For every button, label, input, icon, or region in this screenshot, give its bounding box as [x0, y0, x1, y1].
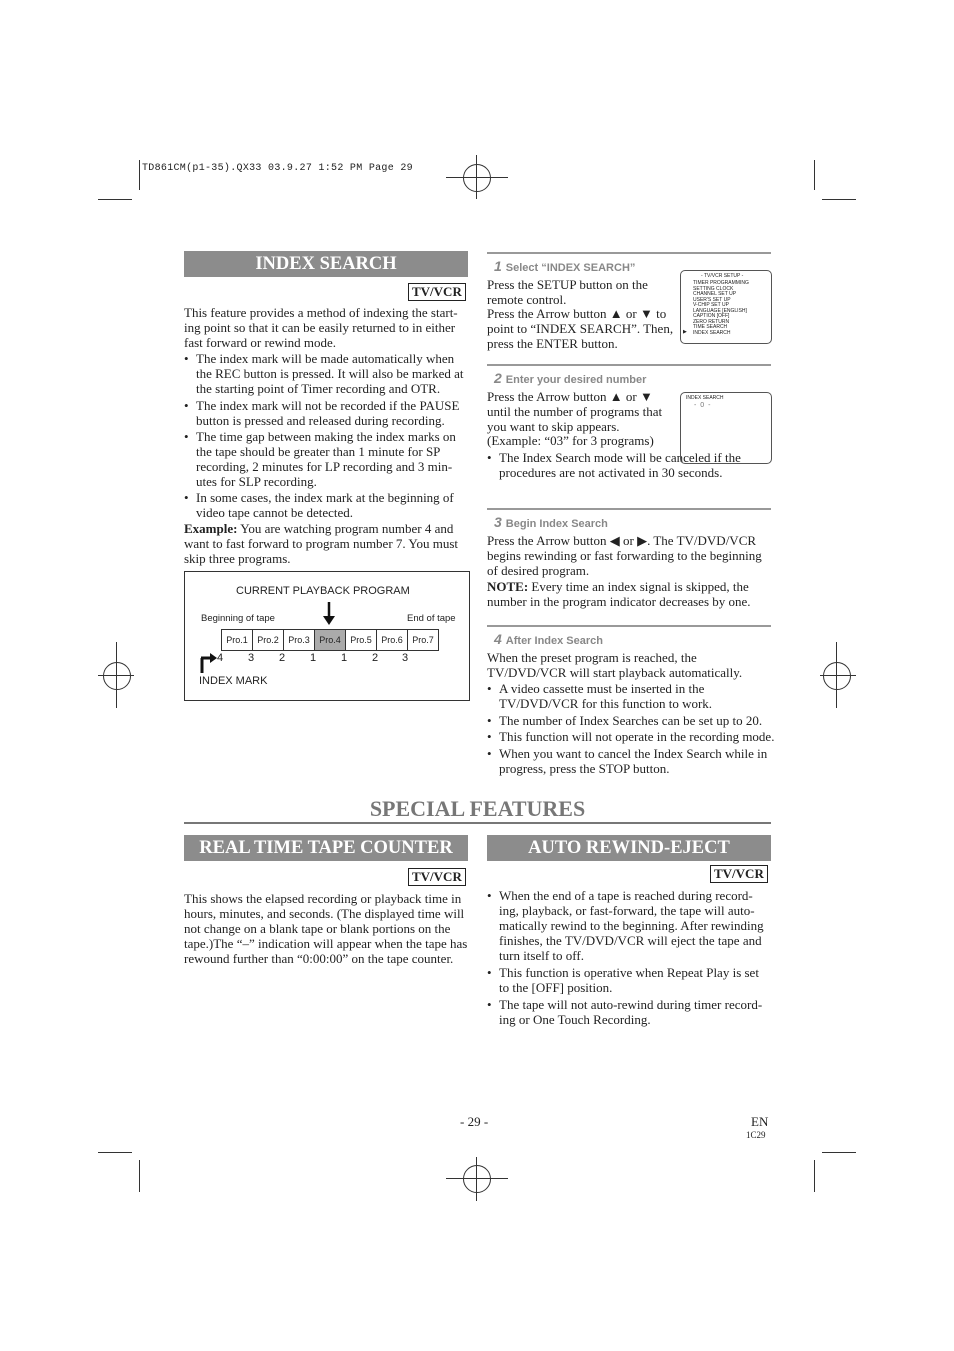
beginning-of-tape-label: Beginning of tape [201, 613, 275, 624]
index-search-example [184, 521, 468, 566]
program-cell: Pro.2 [252, 629, 284, 651]
step-4-title: After Index Search [505, 635, 603, 647]
index-search-intro: This feature provides a method of indexing the start-ing point so that it can be easily returned to in either fast forward or rewind mode. [184, 305, 458, 350]
step-3-number: 3 [494, 514, 502, 530]
diagram-title: CURRENT PLAYBACK PROGRAM [236, 585, 410, 597]
menu-cursor-icon: ▶ [683, 329, 687, 335]
step-2-example: (Example: “03” for 3 programs) [487, 433, 654, 448]
step-1-text-2: Press the Arrow button ▲ or ▼ to point to “INDEX SEARCH”. Then, press the ENTER button. [487, 306, 674, 351]
note-text: Every time an index signal is skipped, the number in the program indicator decreases by one. [487, 579, 751, 609]
step-1-title: Select “INDEX SEARCH” [505, 262, 636, 274]
real-time-counter-text: This shows the elapsed recording or playback time in hours, minutes, and seconds. (The displayed time will not change on a blank tape or blank portions on the tape.)The “–” indication will appear when the tape has rewound further than “0:00:00” on the tape counter. [184, 891, 468, 966]
example-label: Example: [184, 521, 238, 536]
language-code: EN [751, 1114, 769, 1129]
program-cell: Pro.5 [345, 629, 377, 651]
example-text: You are watching program number 4 and want to fast forward to program number 7. You must skip three programs. [184, 521, 459, 566]
index-search-title: INDEX SEARCH [184, 251, 468, 277]
end-of-tape-label: End of tape [407, 613, 456, 624]
real-time-counter-tag: TV/VCR [408, 868, 466, 886]
real-time-counter-title: REAL TIME TAPE COUNTER [184, 835, 468, 861]
step-divider [487, 508, 771, 510]
skip-number: 2 [279, 652, 286, 664]
step-1-number: 1 [494, 258, 502, 274]
program-cell: Pro.3 [283, 629, 315, 651]
auto-rewind-bullet-1: • When the end of a tape is reached during record-ing, playback, or fast-forward, the tape will auto-matically rewind to the beginning. After rewinding finishes, the TV/DVD/VCR will eject the tape and turn itself to off. [487, 888, 771, 963]
step-2-number: 2 [494, 370, 502, 386]
skip-number: 3 [402, 652, 409, 664]
setup-menu-item-selected: INDEX SEARCH [693, 329, 731, 336]
step-2-text: Press the Arrow button ▲ or ▼ until the number of programs that you want to skip appears. [487, 389, 663, 434]
step-4-bullet-2: • The number of Index Searches can be set up to 20. [487, 713, 783, 728]
auto-rewind-tag: TV/VCR [710, 865, 768, 883]
index-screen-label: INDEX SEARCH [686, 395, 724, 401]
step-divider [487, 364, 771, 366]
step-3-note [487, 579, 771, 609]
step-2-title: Enter your desired number [505, 374, 647, 386]
program-cell-current: Pro.4 [314, 629, 346, 651]
setup-menu-item: CHANNEL SET UP [693, 291, 737, 297]
page-number: - 29 - [460, 1114, 489, 1129]
print-slug: TD861CM(p1-35).QX33 03.9.27 1:52 PM Page 29 [142, 163, 413, 174]
step-4-text: When the preset program is reached, the TV/DVD/VCR will start playback automatically. [487, 650, 743, 680]
step-2-bullet: • The Index Search mode will be canceled if the procedures are not activated in 30 seconds. [487, 450, 771, 480]
step-1-text: Press the SETUP button on the remote control. [487, 277, 648, 307]
step-4-bullet-3: • This function will not operate in the recording mode. [487, 729, 783, 744]
setup-menu-screen [680, 270, 772, 344]
index-diagram [184, 571, 470, 701]
setup-menu-list [693, 281, 749, 336]
setup-menu-item: CAPTION [OFF] [693, 313, 730, 319]
step-3-heading [494, 514, 608, 532]
program-cell: Pro.6 [376, 629, 408, 651]
index-mark-label: INDEX MARK [199, 675, 268, 687]
step-divider [487, 252, 771, 254]
program-strip [221, 629, 439, 651]
skip-number: 1 [341, 652, 348, 664]
setup-menu-item: TIME SEARCH [693, 324, 728, 330]
skip-number: 3 [248, 652, 255, 664]
index-mark-arrow-icon [200, 652, 218, 674]
step-3-text: Press the Arrow button ◀ or ▶. The TV/DVD/VCR begins rewinding or fast forwarding to the beginning of desired program. [487, 533, 762, 578]
step-4-number: 4 [494, 631, 502, 647]
step-4-bullet-1: • A video cassette must be inserted in the TV/DVD/VCR for this function to work. [487, 681, 771, 711]
index-search-bullet-3: • The time gap between making the index marks on the tape should be greater than 1 minute for SP recording, 2 minutes for LP recording and 3 min-utes for SLP recording. [184, 429, 468, 489]
program-cell: Pro.7 [407, 629, 439, 651]
index-search-screen [680, 392, 772, 464]
step-divider [487, 625, 771, 627]
setup-menu-item: V-CHIP SET UP [693, 302, 729, 308]
auto-rewind-bullet-2: • This function is operative when Repeat Play is set to the [OFF] position. [487, 965, 771, 995]
index-search-bullet-2: • The index mark will not be recorded if the PAUSE button is pressed and released during recording. [184, 398, 468, 428]
document-code: 1C29 [746, 1130, 766, 1140]
index-search-bullet-4: • In some cases, the index mark at the beginning of video tape cannot be detected. [184, 490, 468, 520]
skip-number: 1 [310, 652, 317, 664]
special-features-title: SPECIAL FEATURES [369, 796, 586, 821]
index-search-bullet-1: • The index mark will be made automatically when the REC button is pressed. It will also be marked at the starting point of Timer recording and OTR. [184, 351, 468, 396]
current-program-arrow-icon [323, 602, 335, 626]
step-4-heading [494, 631, 603, 649]
index-search-tag: TV/VCR [408, 283, 466, 301]
setup-menu-item: USER'S SET UP [693, 296, 731, 303]
program-cell: Pro.1 [221, 629, 253, 651]
step-4-bullet-4: • When you want to cancel the Index Search while in progress, press the STOP button. [487, 746, 771, 776]
setup-menu-title: - TV/VCR SETUP - [701, 273, 744, 279]
skip-number: 4 [217, 652, 224, 664]
auto-rewind-bullet-3: • The tape will not auto-rewind during timer record-ing or One Touch Recording. [487, 997, 771, 1027]
step-1-heading [494, 258, 635, 276]
step-3-title: Begin Index Search [505, 518, 608, 530]
note-label: NOTE: [487, 579, 529, 594]
skip-number: 2 [372, 652, 379, 664]
setup-menu-item: LANGUAGE [ENGLISH] [693, 307, 747, 314]
step-2-heading [494, 370, 646, 388]
setup-menu-item: ZERO RETURN [693, 318, 730, 325]
index-screen-value: - 0 - [694, 402, 712, 409]
special-features-rule [184, 822, 771, 824]
auto-rewind-title: AUTO REWIND-EJECT [487, 835, 771, 861]
setup-menu-item: SETTING CLOCK [693, 285, 734, 292]
setup-menu-item: TIMER PROGRAMMING [693, 280, 749, 286]
